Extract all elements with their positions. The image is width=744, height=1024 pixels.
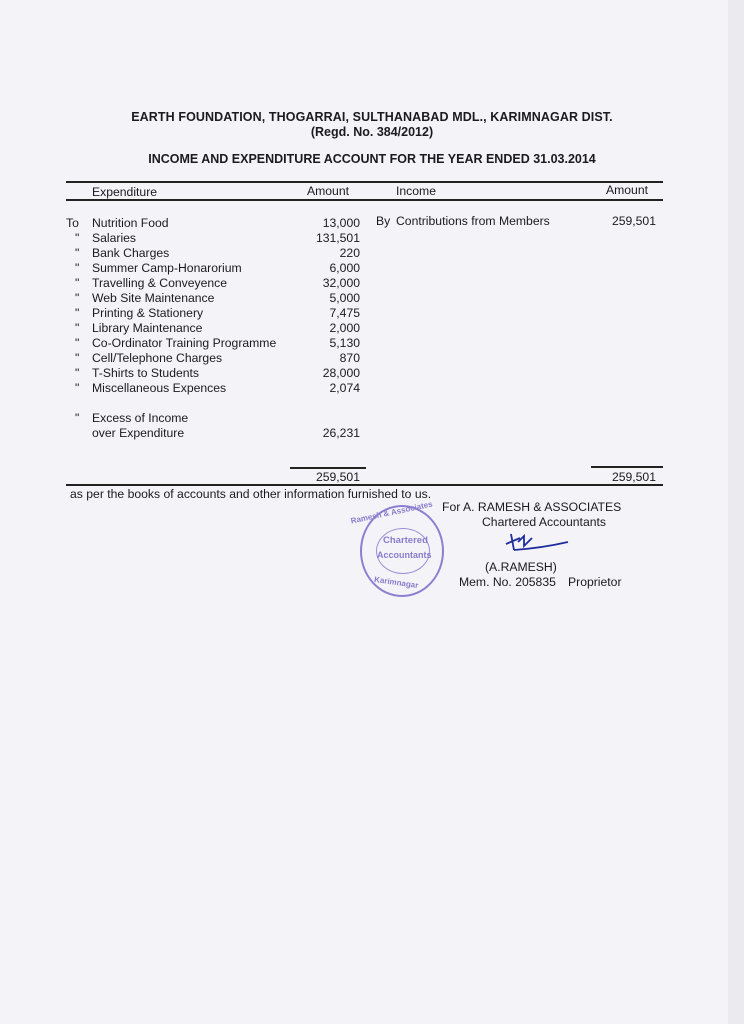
expenditure-label: Web Site Maintenance (92, 291, 215, 305)
expenditure-prefix: " (75, 231, 80, 245)
income-label: Contributions from Members (396, 214, 550, 228)
firm-type: Chartered Accountants (482, 515, 606, 529)
footer-note: as per the books of accounts and other information furnished to us. (70, 487, 432, 501)
stamp-line-2: Accountants (377, 550, 432, 560)
expenditure-prefix: " (75, 321, 80, 335)
expenditure-amount: 5,000 (329, 291, 360, 305)
signatory-name: (A.RAMESH) (485, 560, 557, 574)
total-right-top-rule (591, 466, 663, 468)
account-title: INCOME AND EXPENDITURE ACCOUNT FOR THE YEAR ENDED 31.03.2014 (148, 152, 596, 166)
income-prefix: By (376, 214, 391, 228)
expenditure-label: Printing & Stationery (92, 306, 204, 320)
expenditure-amount: 5,130 (329, 336, 360, 350)
expenditure-amount: 7,475 (329, 306, 360, 320)
header-expenditure: Expenditure (92, 185, 158, 199)
expenditure-prefix: " (75, 291, 80, 305)
total-right: 259,501 (611, 470, 656, 484)
organization-name: EARTH FOUNDATION, THOGARRAI, SULTHANABAD MDL., KARIMNAGAR DIST. (131, 110, 613, 124)
registration-number: (Regd. No. 384/2012) (310, 125, 434, 139)
expenditure-label: Miscellaneous Expences (92, 381, 227, 395)
expenditure-amount: 220 (339, 246, 360, 260)
expenditure-amount: 131,501 (315, 231, 360, 245)
header-amount-left: Amount (307, 184, 350, 198)
excess-prefix: " (75, 411, 80, 425)
expenditure-prefix: " (75, 366, 80, 380)
expenditure-amount: 28,000 (322, 366, 360, 380)
expenditure-label: Bank Charges (92, 246, 170, 260)
header-amount-right: Amount (606, 183, 649, 197)
expenditure-label: Travelling & Conveyence (92, 276, 228, 290)
table-top-rule (66, 181, 663, 183)
expenditure-label: Co-Ordinator Training Programme (92, 336, 277, 350)
expenditure-prefix: " (75, 381, 80, 395)
expenditure-label: Salaries (92, 231, 137, 245)
header-income: Income (396, 184, 436, 198)
table-header-rule (66, 199, 663, 201)
expenditure-prefix: " (75, 276, 80, 290)
expenditure-amount: 2,074 (329, 381, 360, 395)
firm-name: For A. RAMESH & ASSOCIATES (442, 500, 622, 514)
expenditure-label: T-Shirts to Students (92, 366, 200, 380)
stamp-city: Karimnagar (373, 574, 419, 591)
membership-number: Mem. No. 205835 (459, 575, 556, 589)
table-bottom-rule (66, 484, 663, 486)
expenditure-label: Nutrition Food (92, 216, 169, 230)
excess-label-1: Excess of Income (92, 411, 189, 425)
signature-mark (502, 530, 572, 556)
expenditure-label: Cell/Telephone Charges (92, 351, 223, 365)
total-left-top-rule (290, 467, 366, 469)
expenditure-amount: 870 (339, 351, 360, 365)
signatory-role: Proprietor (568, 575, 622, 589)
expenditure-amount: 2,000 (329, 321, 360, 335)
expenditure-prefix: " (75, 246, 80, 260)
expenditure-amount: 32,000 (322, 276, 360, 290)
expenditure-prefix: " (75, 261, 80, 275)
expenditure-label: Library Maintenance (92, 321, 203, 335)
stamp-line-1: Chartered (383, 535, 428, 546)
expenditure-prefix: To (66, 216, 79, 230)
expenditure-label: Summer Camp-Honarorium (92, 261, 242, 275)
total-left: 259,501 (315, 470, 360, 484)
income-amount: 259,501 (611, 214, 656, 228)
expenditure-prefix: " (75, 351, 80, 365)
expenditure-prefix: " (75, 336, 80, 350)
expenditure-amount: 13,000 (322, 216, 360, 230)
excess-amount: 26,231 (322, 426, 360, 440)
expenditure-amount: 6,000 (329, 261, 360, 275)
excess-label-2: over Expenditure (92, 426, 185, 440)
expenditure-prefix: " (75, 306, 80, 320)
stamp-outer-top: Ramesh & Associates (349, 499, 434, 526)
